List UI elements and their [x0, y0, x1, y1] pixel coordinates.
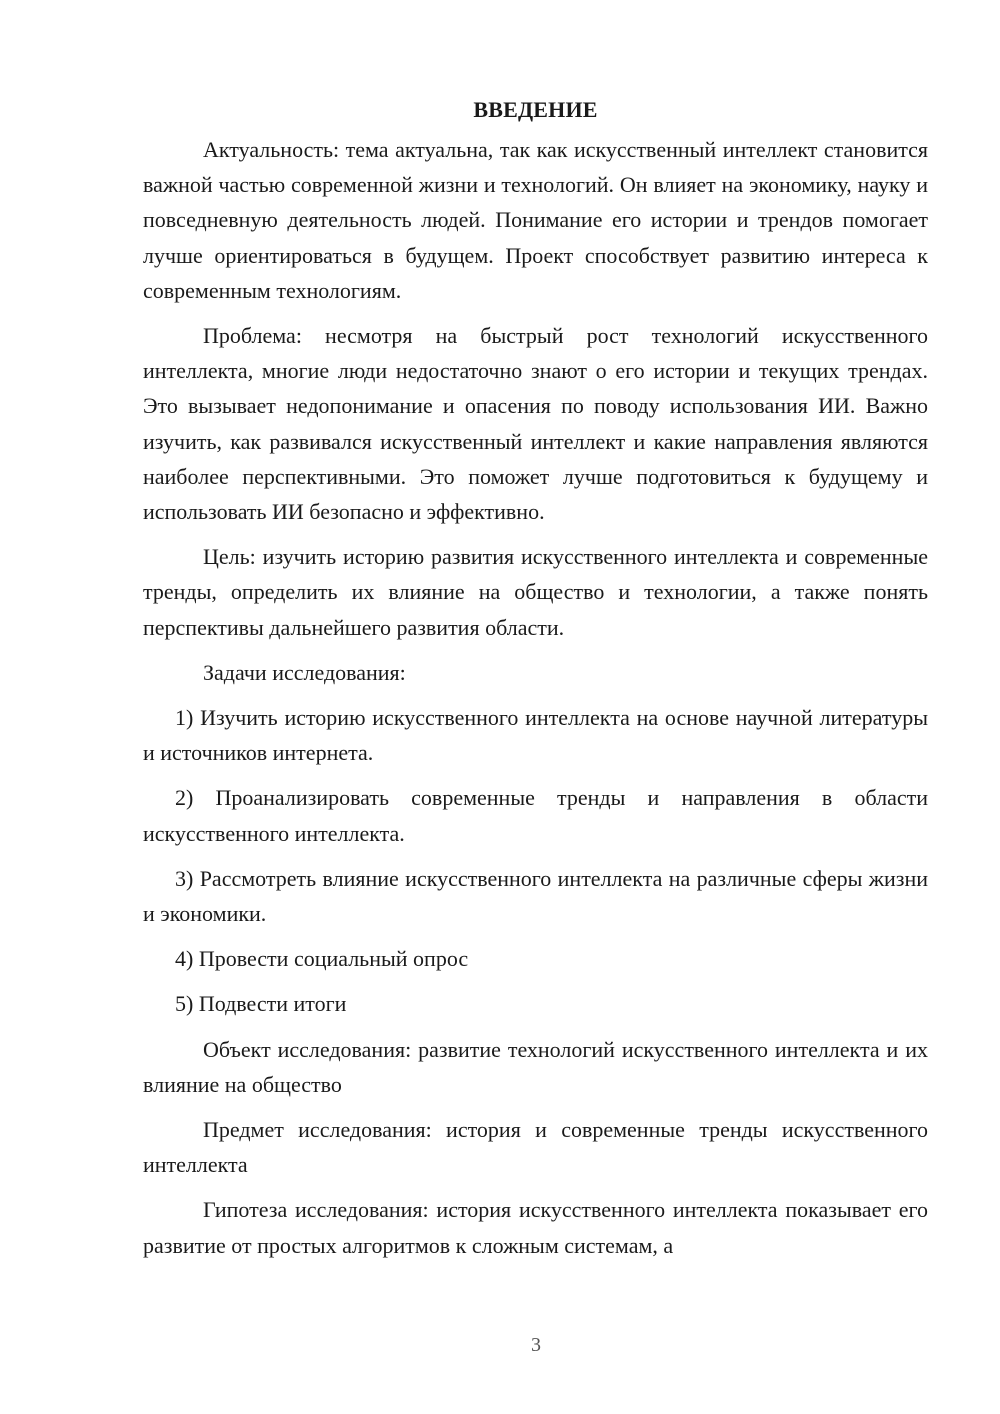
task-item-4: 4) Провести социальный опрос: [175, 946, 469, 972]
paragraph-hypothesis: Гипотеза исследования: история искусственного интеллекта показывает его развитие от простых алгоритмов к сложным системам, а: [143, 1197, 928, 1258]
paragraph-goal: Цель: изучить историю развития искусственного интеллекта и современные тренды, определить их влияние на общество и технологии, а также понять перспективы дальнейшего развития области.: [143, 544, 928, 640]
paragraph-tasks-heading: Задачи исследования:: [203, 659, 406, 685]
paragraph-problem: Проблема: несмотря на быстрый рост технологий искусственного интеллекта, многие люди недостаточно знают о его истории и текущих трендах. Это вызывает недопонимание и опасения по поводу использования ИИ. Важно изучить, как развивался искусственный интеллект и какие направления являются наиболее перспективными. Это поможет лучше подготовиться к будущему и использовать ИИ безопасно и эффективно.: [143, 323, 928, 525]
task-item-2: 2) Проанализировать современные тренды и направления в области искусственного интеллекта.: [143, 785, 928, 846]
page-number: 3: [531, 1334, 541, 1356]
section-title: ВВЕДЕНИЕ: [473, 97, 598, 122]
task-item-5: 5) Подвести итоги: [175, 991, 347, 1017]
task-item-1: 1) Изучить историю искусственного интеллекта на основе научной литературы и источников интернета.: [143, 705, 928, 766]
paragraph-relevance: Актуальность: тема актуальна, так как искусственный интеллект становится важной частью современной жизни и технологий. Он влияет на экономику, науку и повседневную деятельность людей. Понимание его истории и трендов помогает лучше ориентироваться в будущем. Проект способствует развитию интереса к современным технологиям.: [143, 137, 928, 303]
task-item-3: 3) Рассмотреть влияние искусственного интеллекта на различные сферы жизни и экономики.: [143, 865, 928, 927]
paragraph-subject: Предмет исследования: история и современные тренды искусственного интеллекта: [143, 1117, 928, 1178]
paragraph-object: Объект исследования: развитие технологий искусственного интеллекта и их влияние на общество: [143, 1036, 928, 1097]
page-content: [143, 92, 928, 1273]
